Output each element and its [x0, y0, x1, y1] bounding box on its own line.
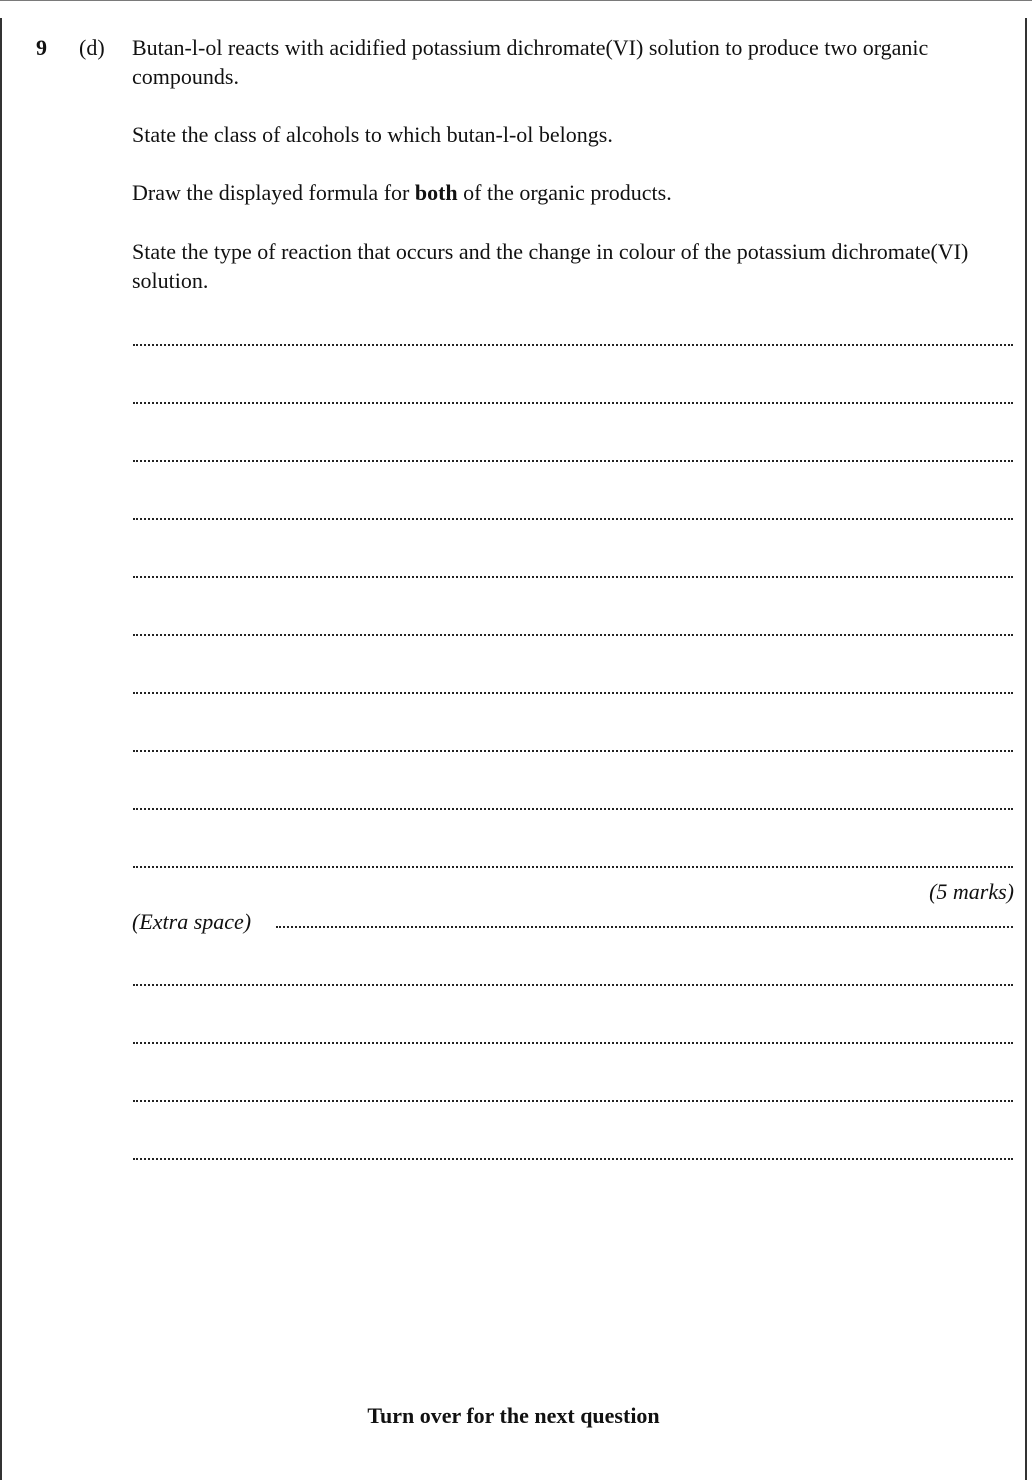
top-rule: [0, 0, 1032, 1]
marks-label: (5 marks): [929, 879, 1014, 904]
extra-answer-line[interactable]: [276, 926, 1013, 928]
instruction-text-before: Draw the displayed formula for: [132, 180, 415, 205]
extra-answer-line[interactable]: [133, 1100, 1013, 1102]
turn-over-footer: Turn over for the next question: [367, 1403, 660, 1428]
answer-line[interactable]: [133, 634, 1013, 636]
instruction-text-after: of the organic products.: [457, 180, 672, 205]
answer-line[interactable]: [133, 460, 1013, 462]
instruction-emphasis: both: [414, 180, 458, 205]
answer-line[interactable]: [133, 518, 1013, 520]
answer-line[interactable]: [133, 692, 1013, 694]
instruction-class-of-alcohol: State the class of alcohols to which butan-l-ol belongs.: [132, 122, 613, 147]
answer-line[interactable]: [133, 808, 1013, 810]
answer-line[interactable]: [133, 344, 1013, 346]
question-text: Butan-l-ol reacts with acidified potassium dichromate(VI) solution to produce two organic compounds.: [132, 35, 929, 89]
question-number: 9: [36, 35, 47, 60]
extra-answer-line[interactable]: [133, 1042, 1013, 1044]
extra-answer-line[interactable]: [133, 1158, 1013, 1160]
extra-space-label: (Extra space): [132, 909, 252, 934]
instruction-displayed-formula: [132, 178, 992, 207]
answer-line[interactable]: [133, 576, 1013, 578]
answer-line[interactable]: [133, 402, 1013, 404]
answer-line[interactable]: [133, 750, 1013, 752]
answer-line[interactable]: [133, 866, 1013, 868]
question-part: (d): [79, 35, 105, 60]
instruction-reaction-type: State the type of reaction that occurs and the change in colour of the potassium dichromate(VI) solution.: [132, 239, 969, 293]
extra-answer-line[interactable]: [133, 984, 1013, 986]
